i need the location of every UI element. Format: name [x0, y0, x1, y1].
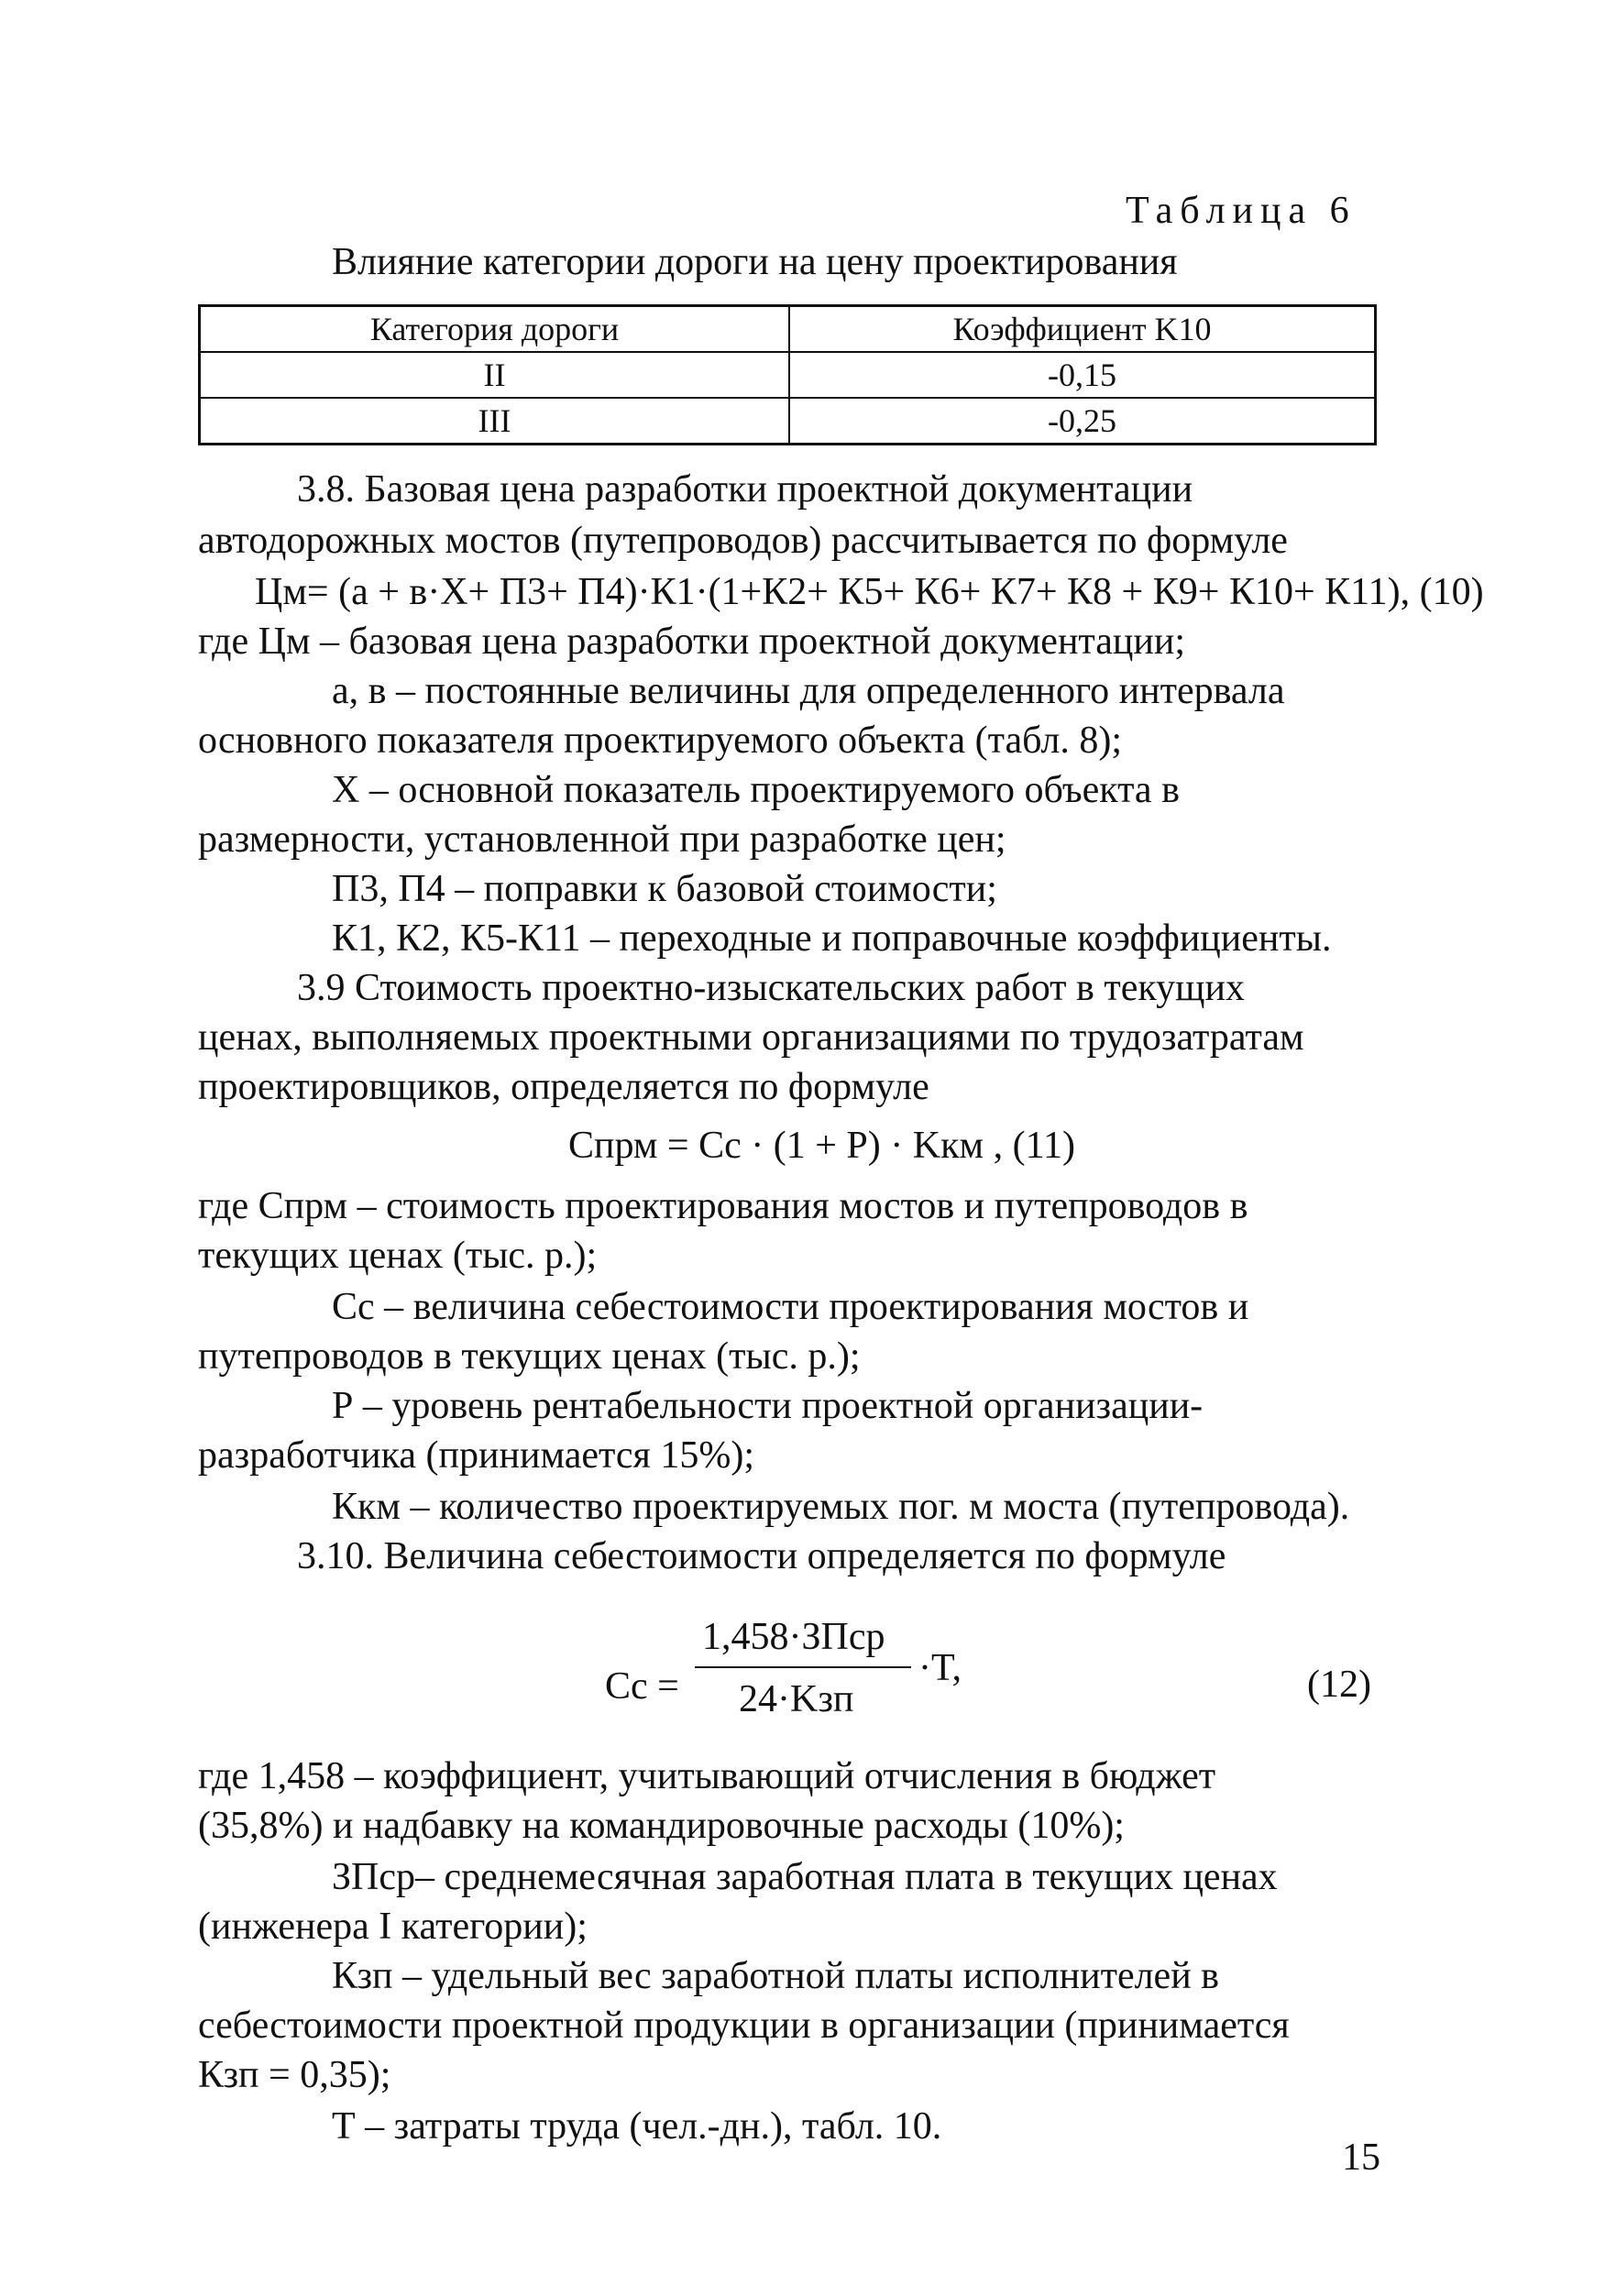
formula-10: Цм= (а + в·Х+ П3+ П4)·К1·(1+К2+ К5+ К6+ К7+ К8 + К9+ К10+ К11), (10) [255, 571, 1484, 613]
fraction-bar [695, 1666, 911, 1668]
para-line: Ккм – количество проектируемых пог. м моста (путепровода). [332, 1486, 1350, 1528]
formula-12-lhs: Cс = [605, 1665, 679, 1708]
formula-12-denominator: 24·Kзп [739, 1678, 854, 1720]
para-line: основного показателя проектируемого объекта (табл. 8); [198, 720, 1123, 762]
para-line: Т – затраты труда (чел.-дн.), табл. 10. [332, 2105, 942, 2148]
table-cell: II [200, 352, 790, 398]
para-line: ценах, выполняемых проектными организациями по трудозатратам [198, 1016, 1304, 1059]
para-line: где 1,458 – коэффициент, учитывающий отчисления в бюджет [198, 1755, 1216, 1797]
para-line: Х – основной показатель проектируемого объекта в [332, 769, 1180, 811]
para-3-10-line: 3.10. Величина себестоимости определяется по формуле [297, 1535, 1226, 1577]
para-line: себестоимости проектной продукции в организации (принимается [198, 2005, 1290, 2047]
table-cell: -0,25 [789, 398, 1376, 445]
para-line: П3, П4 – поправки к базовой стоимости; [332, 868, 997, 910]
formula-11: Cпрм = Cс · (1 + P) · Kкм , (11) [568, 1125, 1075, 1167]
para-line: Кзп – удельный вес заработной платы исполнителей в [332, 1955, 1220, 1997]
para-line: (35,8%) и надбавку на командировочные расходы (10%); [198, 1805, 1125, 1847]
header-cell: Коэффициент K10 [789, 306, 1376, 353]
formula-12-suffix: ·T, [918, 1647, 962, 1689]
para-line: где Cпрм – стоимость проектирования мостов и путепроводов в [198, 1185, 1248, 1227]
table-6 [198, 304, 1377, 445]
table-title: Влияние категории дороги на цену проектирования [332, 241, 1178, 283]
para-line: где Цм – базовая цена разработки проектной документации; [198, 621, 1186, 663]
table-row [200, 352, 1376, 398]
para-line: Cс – величина себестоимости проектирования мостов и [332, 1286, 1249, 1328]
para-line: разработчика (принимается 15%); [198, 1434, 754, 1477]
table-cell: -0,15 [789, 352, 1376, 398]
para-line: а, в – постоянные величины для определенного интервала [332, 670, 1285, 712]
table-header-row [200, 306, 1376, 353]
para-line: (инженера I категории); [198, 1906, 588, 1948]
para-line: К1, К2, К5-К11 – переходные и поправочные коэффициенты. [332, 917, 1332, 960]
para-line: текущих ценах (тыс. р.); [198, 1235, 598, 1277]
header-cell: Категория дороги [200, 306, 790, 353]
para-3-9-line: 3.9 Стоимость проектно-изыскательских работ в текущих [297, 967, 1245, 1009]
para-line: Кзп = 0,35); [198, 2054, 391, 2096]
para-line: проектировщиков, определяется по формуле [198, 1066, 929, 1108]
para-line: автодорожных мостов (путепроводов) рассчитывается по формуле [198, 520, 1288, 562]
table-caption: Таблица 6 [1126, 190, 1357, 232]
page-number: 15 [1342, 2137, 1380, 2179]
para-line: путепроводов в текущих ценах (тыс. р.); [198, 1335, 861, 1378]
table-cell: III [200, 398, 790, 445]
table-row [200, 398, 1376, 445]
formula-12-numerator: 1,458·ЗПср [702, 1616, 885, 1658]
para-line: размерности, установленной при разработке цен; [198, 818, 1006, 861]
formula-12-number: (12) [1307, 1664, 1371, 1706]
para-line: Р – уровень рентабельности проектной организации- [332, 1385, 1204, 1427]
para-3-8-line: 3.8. Базовая цена разработки проектной документации [297, 468, 1193, 511]
para-line: ЗПср– среднемесячная заработная плата в текущих ценах [332, 1856, 1278, 1898]
